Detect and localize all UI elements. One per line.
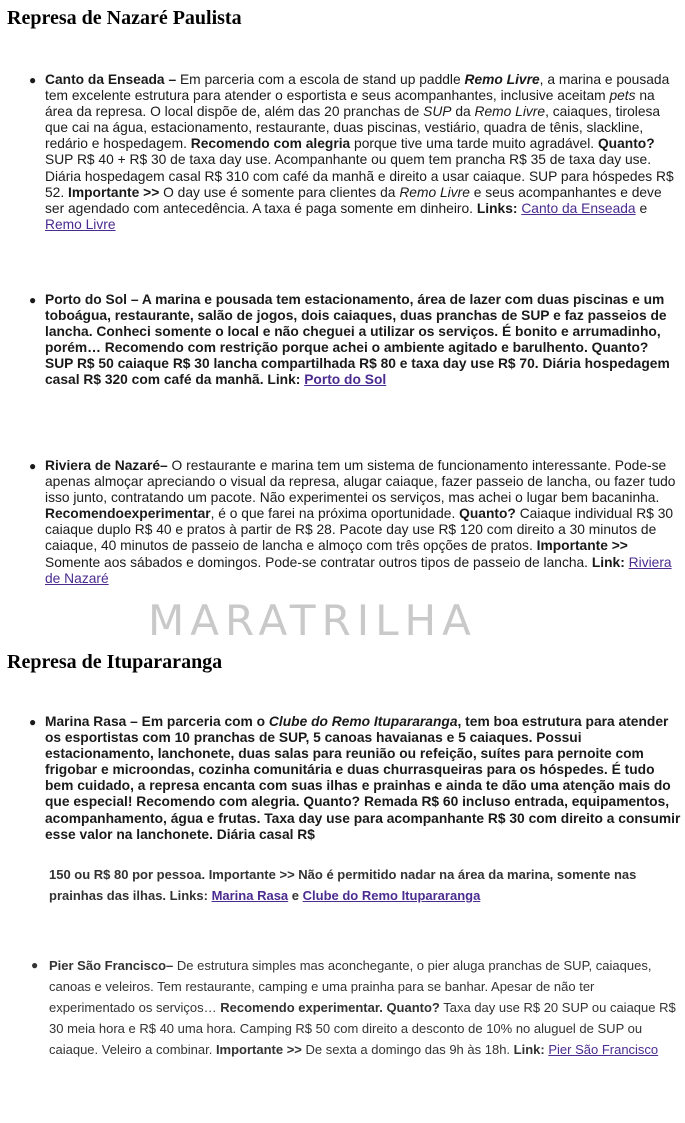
- link-marina-rasa[interactable]: Marina Rasa: [211, 888, 289, 903]
- link-clube-do-remo[interactable]: Clube do Remo Itupararanga: [302, 888, 481, 903]
- list-item-marina-rasa: ● Marina Rasa – Em parceria com o Clube do Remo Itupararanga, tem boa estrutura para atender os esportistas com 10 pranchas de SUP, 5 canoas havaianas e 5 caiaques. Possui estacionamento, lanchonete, duas salas para reunião ou refeição, suítes para pernoite com frigobar e microondas, cozinha comunitária e duas churrasqueiras para os hóspedes. É tudo bem cuidado, a represa encanta com suas ilhas e prainhas e ainda te dão uma atenção mais do que especial! Recomendo com alegria. Quanto? Remada R$ 60 incluso entrada, equipamentos, acompanhamento, água e frutas. Taxa day use para acompanhante R$ 30 com direito a consumir esse valor na lanchonete. Diária casal R$: [29, 714, 681, 842]
- link-remo-livre[interactable]: Remo Livre: [45, 216, 116, 232]
- bullet-icon: ●: [31, 958, 39, 972]
- link-riviera-de-nazare[interactable]: Riviera de Nazaré: [45, 554, 672, 586]
- item-name: Porto do Sol –: [45, 292, 139, 307]
- item-name: Pier São Francisco–: [49, 958, 174, 973]
- link-pier-sao-francisco[interactable]: Pier São Francisco: [548, 1042, 659, 1057]
- bullet-icon: ●: [29, 459, 37, 473]
- bullet-icon: ●: [29, 73, 37, 87]
- watermark: MARATRILHA: [148, 596, 477, 645]
- list-item-porto-do-sol: ● Porto do Sol – A marina e pousada tem estacionamento, área de lazer com duas piscinas e um toboágua, restaurante, salão de jogos, dois caiaques, duas pranchas de SUP e faz passeios de lancha. Conheci somente o local e não cheguei a utilizar os serviços. É bonito e arrumadinho, porém… Recomendo com restrição porque achei o ambiente agitado e barulhento. Quanto? SUP R$ 50 caiaque R$ 30 lancha compartilhada R$ 80 e taxa day use R$ 70. Diária hospedagem casal R$ 320 com café da manhã. Link: Porto do Sol: [29, 292, 670, 388]
- list-item-marina-rasa-continued: 150 ou R$ 80 por pessoa. Importante >> Não é permitido nadar na área da marina, somente nas prainhas das ilhas. Links: Marina Rasa e Clube do Remo Itupararanga: [49, 867, 637, 903]
- list-item-canto-da-enseada: ● Canto da Enseada – Em parceria com a escola de stand up paddle Remo Livre, a marina e pousada tem excelente estrutura para atender o esportista e seus acompanhantes, inclusive aceitam pets na área da represa. O local dispõe de, além das 20 pranchas de SUP da Remo Livre, caiaques, tirolesa que cai na água, estacionamento, restaurante, duas piscinas, vestiário, quadra de tênis, slackline, redário e hospedagem. Recomendo com alegria porque tive uma tarde muito agradável. Quanto? SUP R$ 40 + R$ 30 de taxa day use. Acompanhante ou quem tem prancha R$ 35 de taxa day use. Diária hospedagem casal R$ 310 com café da manhã e direito a usar caiaque. SUP para hóspedes R$ 52. Importante >> O day use é somente para clientes da Remo Livre e seus acompanhantes e deve ser agendado com antecedência. A taxa é paga somente em dinheiro. Links: Canto da Enseada e Remo Livre: [29, 72, 674, 232]
- list-item-pier-sao-francisco: ● Pier São Francisco– De estrutura simples mas aconchegante, o pier aluga pranchas de SUP, caiaques, canoas e veleiros. Tem restaurante, camping e uma prainha para se banhar. Apesar de não ter experimentado os serviços… Recomendo experimentar. Quanto? Taxa day use R$ 20 SUP ou caiaque R$ 30 meia hora e R$ 40 uma hora. Camping R$ 50 com direito a desconto de 10% no aluguel de SUP ou caiaque. Veleiro a combinar. Importante >> De sexta a domingo das 9h às 18h. Link: Pier São Francisco: [49, 955, 681, 1060]
- item-name: Marina Rasa –: [45, 714, 138, 729]
- item-name: Riviera de Nazaré–: [45, 458, 168, 473]
- bullet-icon: ●: [29, 715, 37, 729]
- item-name: Canto da Enseada –: [45, 72, 177, 87]
- list-item-riviera-de-nazare: ● Riviera de Nazaré– O restaurante e marina tem um sistema de funcionamento interessante. Pode-se apenas almoçar apreciando o visual da represa, alugar caiaque, fazer passeio de lancha, ou fazer tudo isso junto, contratando um pacote. Não experimentei os serviços, mas achei o lugar bem bacaninha. Recomendoexperimentar, é o que farei na próxima oportunidade. Quanto? Caiaque individual R$ 30 caiaque duplo R$ 40 e pratos à partir de R$ 28. Pacote day use R$ 120 com direito a 30 minutos de caiaque, 40 minutos de passeio de lancha e almoço com três opções de pratos. Importante >> Somente aos sábados e domingos. Pode-se contratar outros tipos de passeio de lancha. Link: Riviera de Nazaré: [29, 458, 676, 586]
- section-title-itupararanga: Represa de Itupararanga: [7, 651, 223, 673]
- section-title-nazare: Represa de Nazaré Paulista: [7, 7, 242, 29]
- bullet-icon: ●: [29, 293, 37, 307]
- link-canto-da-enseada[interactable]: Canto da Enseada: [521, 200, 636, 216]
- link-porto-do-sol[interactable]: Porto do Sol: [304, 372, 387, 388]
